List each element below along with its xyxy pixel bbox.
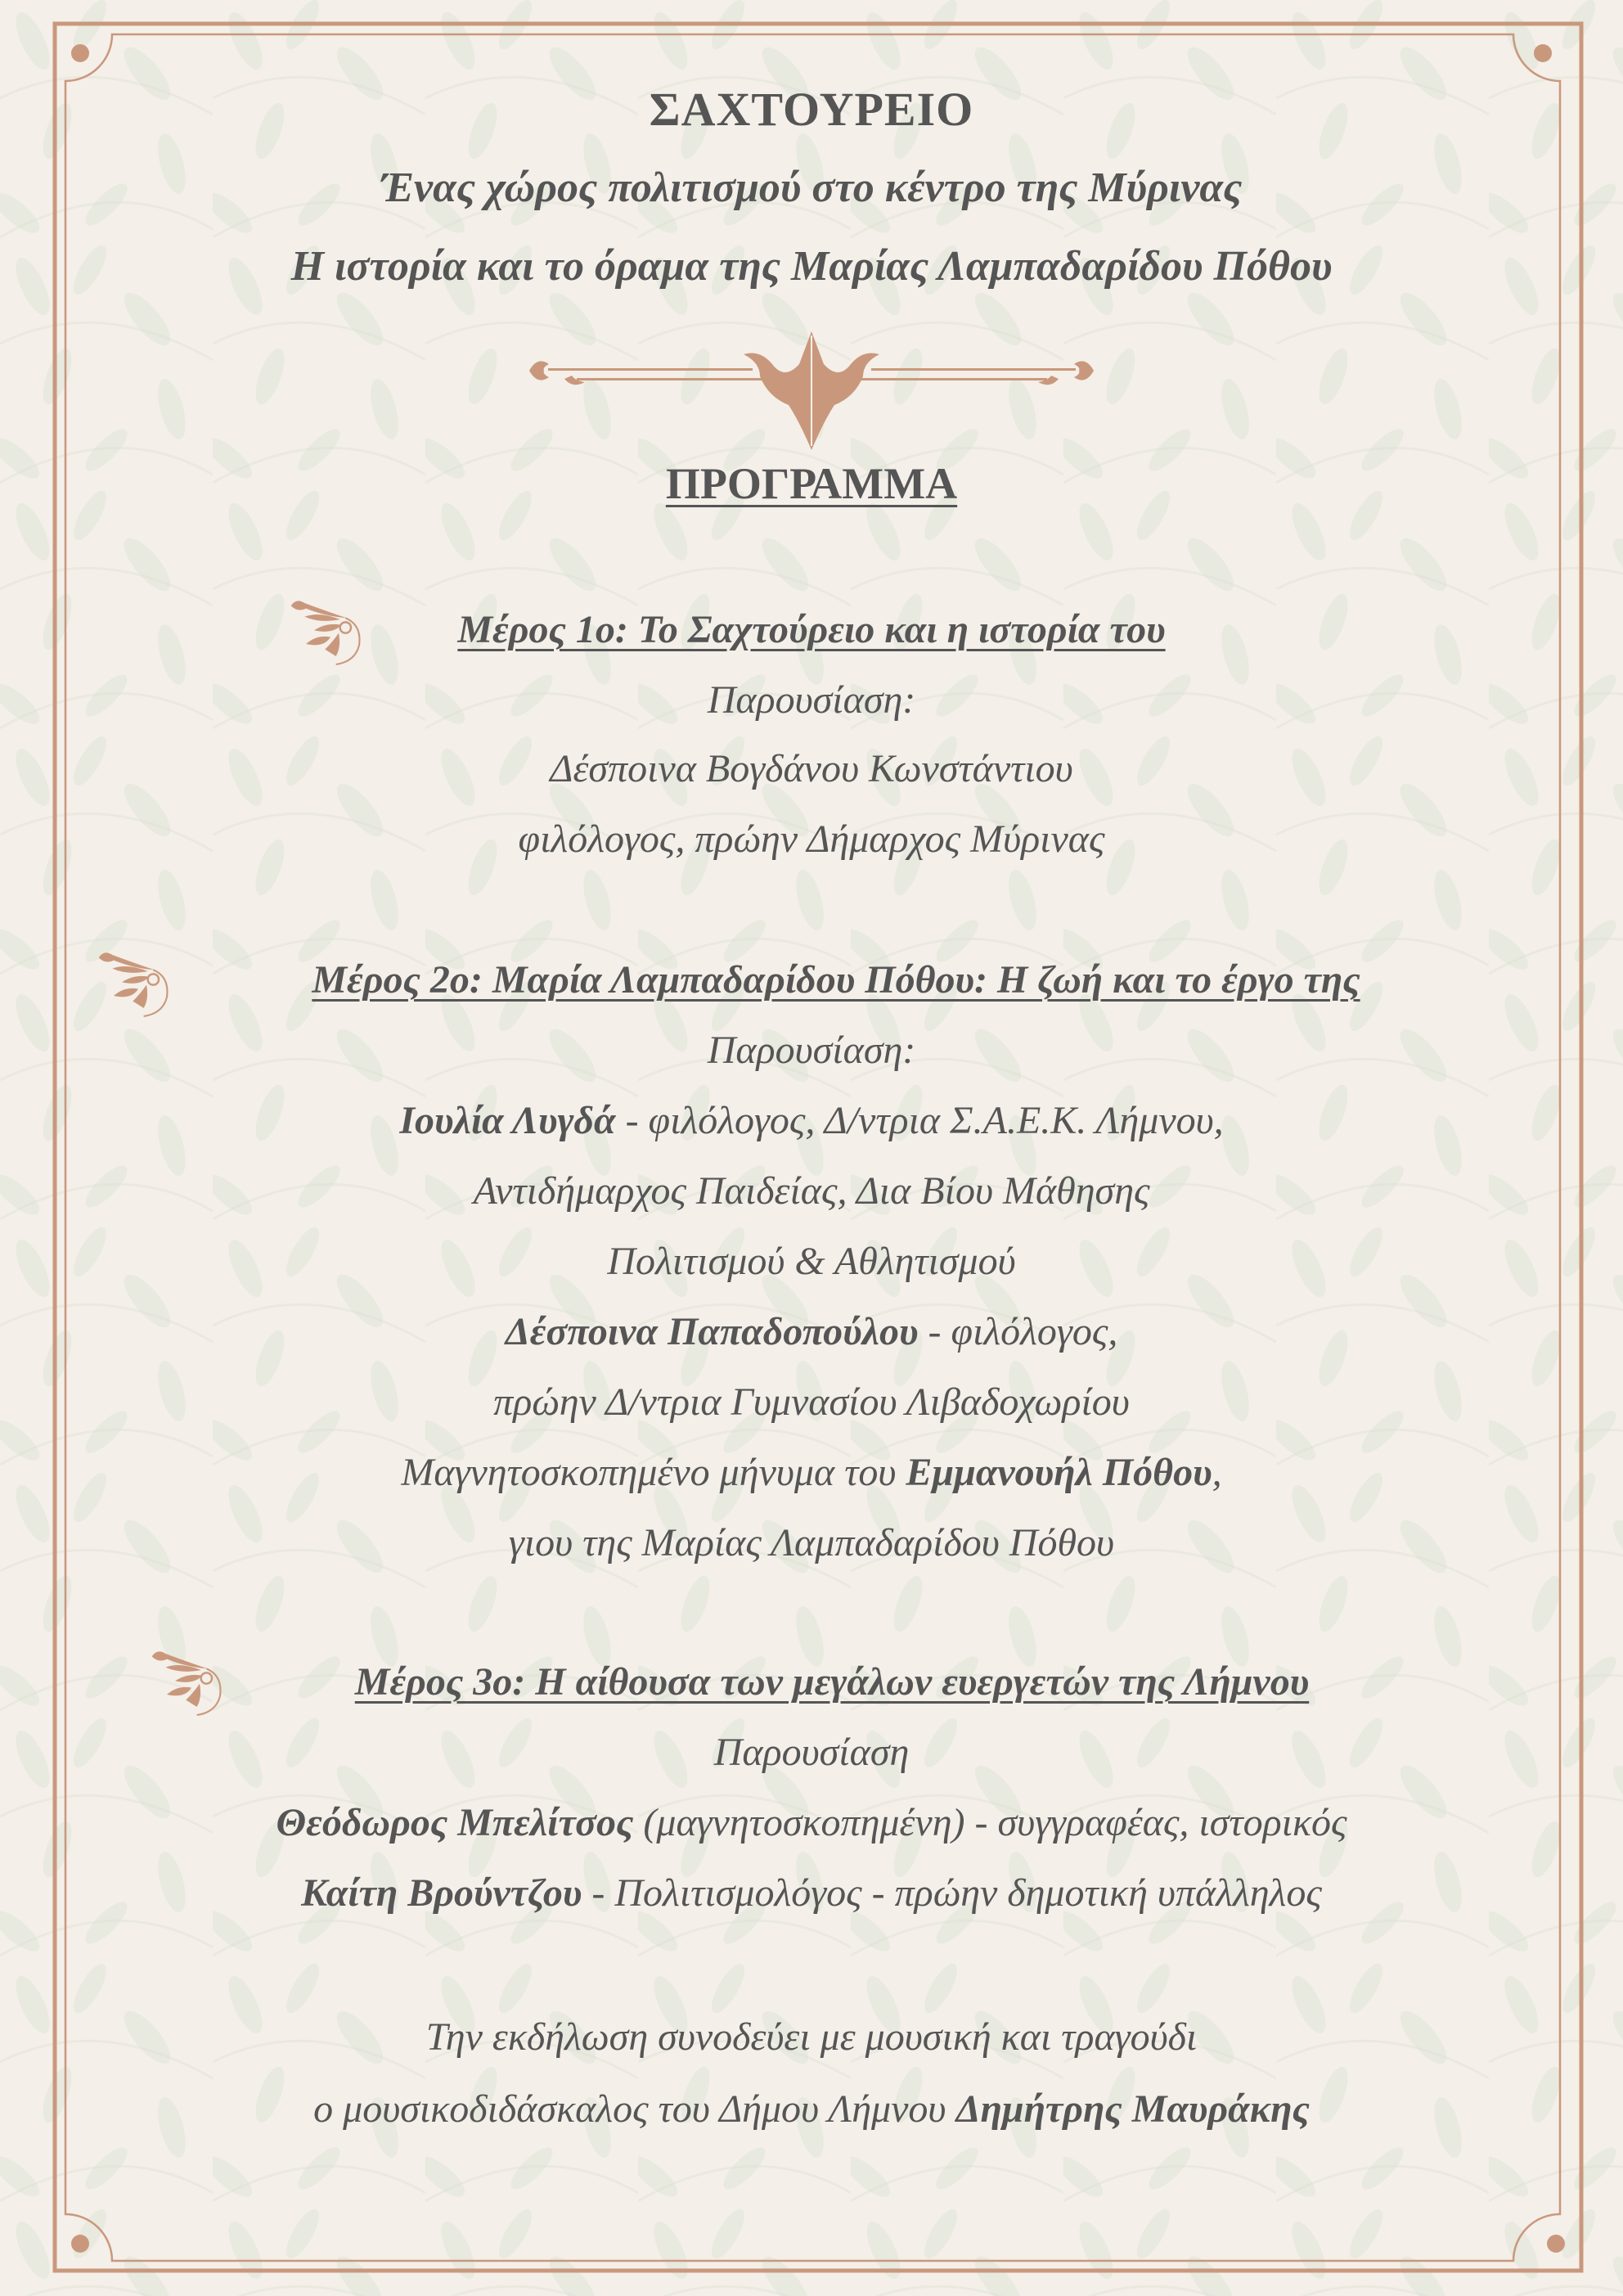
section-2-line-3: Πολιτισμού & Αθλητισμού <box>607 1240 1016 1283</box>
presenter-name: Δέσποινα Παπαδοπούλου <box>505 1310 919 1353</box>
section-2-line-5: πρώην Δ/ντρια Γυμνασίου Λιβαδοχωρίου <box>493 1380 1130 1424</box>
section-2-presenter-1 <box>0 1098 1623 1143</box>
section-1-presenter-role: φιλόλογος, πρώην Δήμαρχος Μύρινας <box>518 817 1105 861</box>
section-3-presenter-2 <box>0 1871 1623 1916</box>
section-1-presenter-name: Δέσποινα Βογδάνου Κωνστάντιου <box>550 747 1073 790</box>
section-2-presenter-2 <box>0 1309 1623 1354</box>
footer-line-1: Την εκδήλωση συνοδεύει με μουσική και τραγούδι <box>425 2015 1198 2059</box>
presenter-role: - Πολιτισμολόγος - πρώην δημοτική υπάλληλος <box>582 1871 1322 1915</box>
page-title: ΣΑΧΤΟΥΡΕΙΟ <box>649 83 974 136</box>
message-author: Εμμανουήλ Πόθου <box>906 1451 1212 1494</box>
presenter-name: Ιουλία Λυγδά <box>399 1099 616 1142</box>
section-1-presentation-label: Παρουσίαση: <box>707 678 916 722</box>
message-text: Μαγνητοσκοπημένο μήνυμα του <box>401 1451 906 1494</box>
subtitle-1: Ένας χώρος πολιτισμού στο κέντρο της Μύρινας <box>380 164 1243 211</box>
subtitle-2: Η ιστορία και το όραμα της Μαρίας Λαμπαδαρίδου Πόθου <box>290 243 1333 290</box>
section-2-line-7: γιου της Μαρίας Λαμπαδαρίδου Πόθου <box>508 1521 1115 1564</box>
presenter-name: Καίτη Βρούντζου <box>301 1871 582 1915</box>
section-1-heading: Μέρος 1ο: Το Σαχτούρειο και η ιστορία του <box>457 608 1166 651</box>
message-comma: , <box>1212 1451 1222 1494</box>
presenter-role: (μαγνητοσκοπημένη) - συγγραφέας, ιστορικός <box>633 1801 1347 1844</box>
footer-text: ο μουσικοδιδάσκαλος του Δήμου Λήμνου <box>313 2087 956 2131</box>
footer-line-2 <box>0 2087 1623 2132</box>
section-2-line-2: Αντιδήμαρχος Παιδείας, Δια Βίου Μάθησης <box>473 1169 1150 1213</box>
presenter-name: Θεόδωρος Μπελίτσος <box>276 1801 634 1844</box>
musician-name: Δημήτρης Μαυράκης <box>955 2087 1310 2131</box>
section-2-message-line <box>0 1450 1623 1495</box>
presenter-role: - φιλόλογος, <box>918 1310 1118 1353</box>
presenter-role: - φιλόλογος, Δ/ντρια Σ.Α.Ε.Κ. Λήμνου, <box>615 1099 1224 1142</box>
ornamental-divider-icon <box>519 331 1104 450</box>
section-3-heading: Μέρος 3ο: Η αίθουσα των μεγάλων ευεργετών της Λήμνου <box>354 1660 1310 1704</box>
section-3-presenter-1 <box>0 1800 1623 1845</box>
program-heading: ΠΡΟΓΡΑΜΜΑ <box>665 459 958 508</box>
section-2-presentation-label: Παρουσίαση: <box>707 1029 916 1072</box>
section-3-presentation-label: Παρουσίαση <box>713 1731 910 1774</box>
section-2-heading: Μέρος 2ο: Μαρία Λαμπαδαρίδου Πόθου: Η ζωή και το έργο της <box>312 958 1360 1002</box>
